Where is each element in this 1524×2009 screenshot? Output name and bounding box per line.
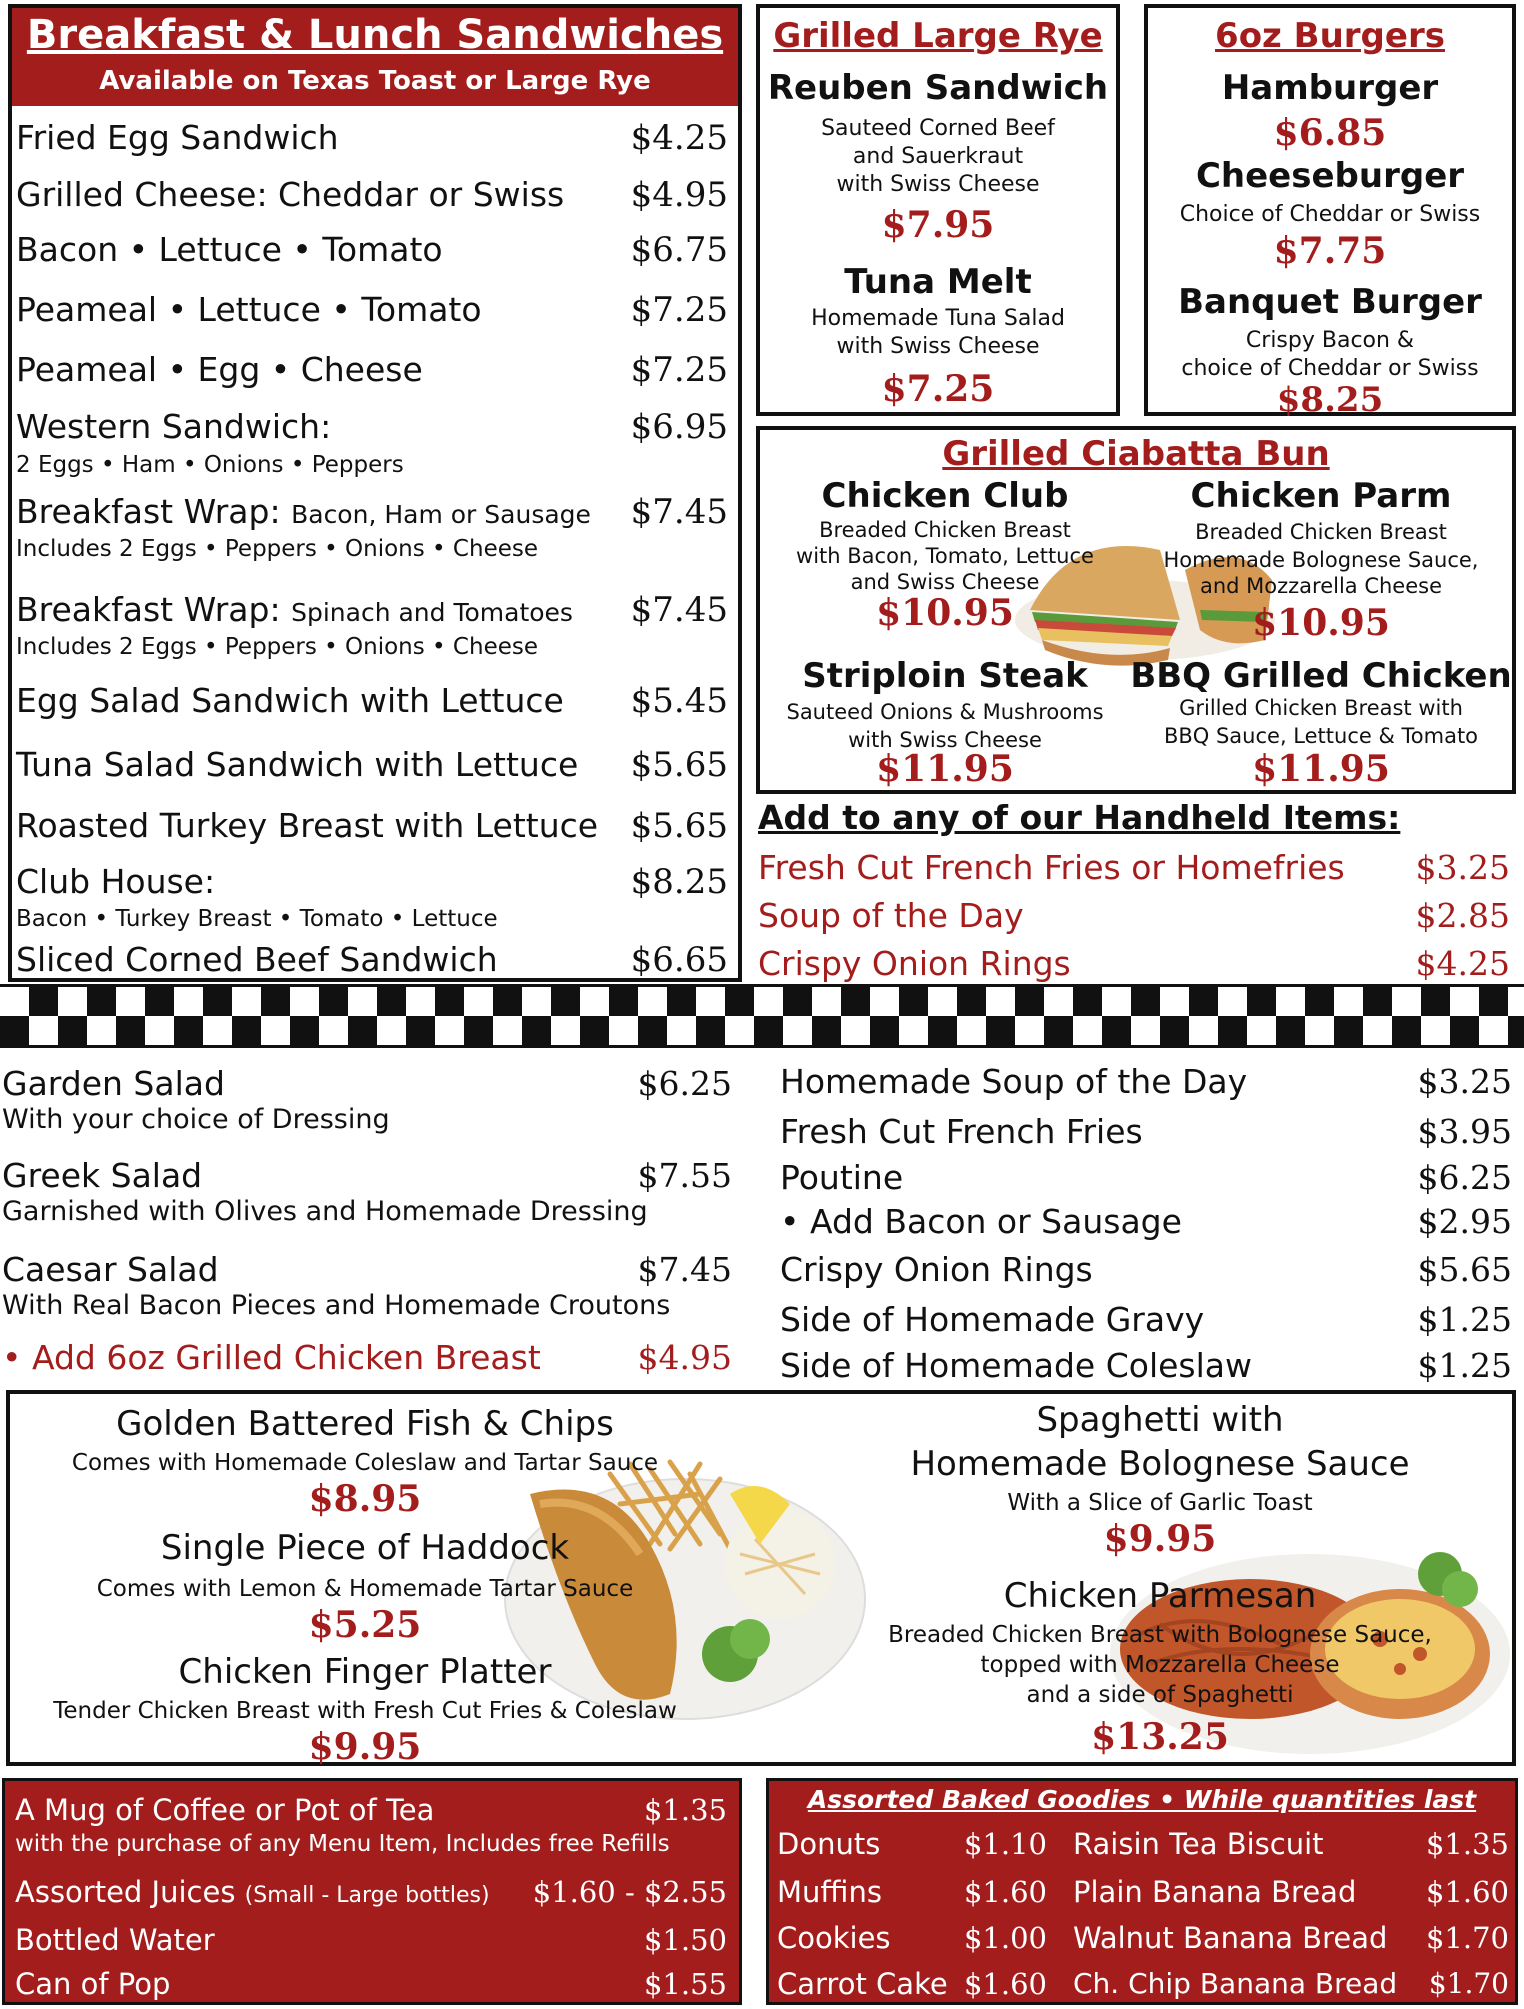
- addon-name: Crispy Onion Rings: [758, 944, 1071, 983]
- item-price: $7.45: [630, 492, 728, 532]
- salad-price: $7.45: [637, 1250, 732, 1289]
- platter-price: $13.25: [1091, 1716, 1229, 1758]
- side-name: Fresh Cut French Fries: [780, 1112, 1143, 1151]
- burger-price: $7.75: [1273, 230, 1387, 272]
- baked-price: $1.70: [1425, 1921, 1509, 1955]
- side-item: [780, 1062, 1512, 1101]
- platter-name: Spaghetti with: [1036, 1400, 1284, 1440]
- ciabatta-item-desc: with Bacon, Tomato, Lettuce: [796, 544, 1094, 568]
- ciabatta-item-name: Chicken Club: [821, 476, 1069, 516]
- salad-desc: With Real Bacon Pieces and Homemade Croutons: [2, 1290, 671, 1321]
- item-name: Breakfast Wrap:: [16, 492, 281, 531]
- rye-item-desc: with Swiss Cheese: [836, 172, 1040, 197]
- item-desc: Includes 2 Eggs • Peppers • Onions • Cheese: [16, 536, 539, 562]
- item-price: $5.65: [630, 806, 728, 846]
- salad-addon-price: $4.95: [637, 1338, 732, 1377]
- side-name: Crispy Onion Rings: [780, 1250, 1093, 1289]
- drink-item: [15, 1793, 727, 1827]
- ciabatta-item-desc: BBQ Sauce, Lettuce & Tomato: [1163, 724, 1479, 748]
- ciabatta-item-desc: and Swiss Cheese: [850, 570, 1040, 594]
- menu-item: [16, 290, 728, 329]
- rye-item-price: $7.25: [881, 368, 995, 410]
- side-price: $5.65: [1417, 1250, 1512, 1289]
- menu-item: [16, 407, 728, 446]
- burger-desc: Choice of Cheddar or Swiss: [1179, 202, 1481, 227]
- side-price: $6.25: [1417, 1158, 1512, 1197]
- baked-item: [1073, 1921, 1509, 1955]
- addon-name: Fresh Cut French Fries or Homefries: [758, 848, 1345, 887]
- platters-panel: [6, 1390, 1516, 1766]
- platter-name: Golden Battered Fish & Chips: [116, 1404, 614, 1444]
- platter-price: $9.95: [308, 1726, 422, 1768]
- item-name: Western Sandwich:: [16, 407, 332, 446]
- menu-item: [16, 118, 728, 157]
- ciabatta-item-desc: and Mozzarella Cheese: [1199, 574, 1443, 598]
- item-price: $5.45: [630, 681, 728, 721]
- side-name: Homemade Soup of the Day: [780, 1062, 1248, 1101]
- side-name: Poutine: [780, 1158, 904, 1197]
- baked-item: [1073, 1827, 1509, 1861]
- rye-item-price: $7.95: [881, 204, 995, 246]
- baked-item: [1073, 1967, 1509, 2000]
- baked-price: $1.70: [1428, 1967, 1509, 2000]
- drinks-panel: [2, 1778, 742, 2005]
- burger-price: $8.25: [1276, 380, 1384, 420]
- item-detail: Spinach and Tomatoes: [291, 598, 573, 627]
- item-name: Grilled Cheese: Cheddar or Swiss: [16, 175, 565, 214]
- platter-desc: Comes with Lemon & Homemade Tartar Sauce: [96, 1576, 634, 1602]
- side-item: [780, 1250, 1512, 1289]
- item-name: Peameal • Lettuce • Tomato: [16, 290, 482, 329]
- platter-name: Homemade Bolognese Sauce: [910, 1444, 1410, 1484]
- platter-price: $5.25: [308, 1604, 422, 1646]
- side-price: $1.25: [1417, 1300, 1512, 1339]
- platter-name: Single Piece of Haddock: [160, 1528, 570, 1568]
- item-name: Roasted Turkey Breast with Lettuce: [16, 806, 599, 845]
- ciabatta-item-desc: Homemade Bolognese Sauce,: [1163, 548, 1479, 572]
- baked-item: [777, 1827, 1047, 1861]
- item-price: $6.65: [630, 940, 728, 980]
- addon-price: $2.85: [1415, 896, 1510, 935]
- salad-desc: With your choice of Dressing: [2, 1104, 390, 1135]
- salad-price: $7.55: [637, 1156, 732, 1195]
- salad-name: Garden Salad: [2, 1064, 225, 1103]
- platter-desc: Breaded Chicken Breast with Bolognese Sauce,: [888, 1622, 1432, 1648]
- menu-item: [16, 175, 728, 214]
- ciabatta-item-price: $10.95: [1252, 602, 1390, 644]
- item-price: $8.25: [630, 862, 728, 902]
- item-price: $7.25: [630, 290, 728, 330]
- ciabatta-item-desc: with Swiss Cheese: [848, 728, 1042, 752]
- platter-price: $9.95: [1103, 1518, 1217, 1560]
- item-desc: Includes 2 Eggs • Peppers • Onions • Cheese: [16, 634, 539, 660]
- platter-desc: Comes with Homemade Coleslaw and Tartar Sauce: [71, 1450, 659, 1476]
- addon-price: $3.25: [1415, 848, 1510, 887]
- rye-item-desc: with Swiss Cheese: [836, 334, 1040, 359]
- salad-item: [2, 1250, 732, 1289]
- menu-item: [16, 940, 728, 979]
- burger-price: $6.85: [1273, 112, 1387, 154]
- salad-item: [2, 1156, 732, 1195]
- ciabatta-item-desc: Breaded Chicken Breast: [1195, 520, 1447, 544]
- ciabatta-item-name: BBQ Grilled Chicken: [1130, 656, 1512, 696]
- ciabatta-item-desc: Sauteed Onions & Mushrooms: [786, 700, 1104, 724]
- rye-item-desc: Homemade Tuna Salad: [811, 306, 1065, 331]
- rye-item-desc: Sauteed Corned Beef: [821, 116, 1055, 141]
- side-item: [780, 1112, 1512, 1151]
- side-price: $3.25: [1417, 1062, 1512, 1101]
- addon-name: Soup of the Day: [758, 896, 1024, 935]
- drink-price: $1.55: [643, 1967, 727, 2001]
- baked-name: Walnut Banana Bread: [1073, 1921, 1388, 1955]
- menu-item: [16, 681, 728, 720]
- item-name: Breakfast Wrap:: [16, 590, 281, 629]
- baked-name: Muffins: [777, 1875, 882, 1909]
- burger-name: Cheeseburger: [1195, 156, 1465, 196]
- drink-note: (Small - Large bottles): [244, 1883, 490, 1908]
- item-price: $4.95: [630, 175, 728, 215]
- addon-item: [758, 896, 1510, 935]
- item-name: Club House:: [16, 862, 216, 901]
- menu-item: [16, 806, 728, 845]
- baked-price: $1.10: [963, 1827, 1047, 1861]
- drink-price: $1.50: [643, 1923, 727, 1957]
- salad-addon: [2, 1338, 732, 1377]
- rye-title: Grilled Large Rye: [773, 16, 1103, 56]
- item-detail: Bacon, Ham or Sausage: [291, 500, 591, 529]
- ciabatta-item-price: $11.95: [1252, 748, 1390, 790]
- baked-title: Assorted Baked Goodies • While quantities last: [807, 1785, 1477, 1814]
- baked-price: $1.00: [963, 1921, 1047, 1955]
- ciabatta-title: Grilled Ciabatta Bun: [942, 434, 1330, 474]
- item-price: $7.45: [630, 590, 728, 630]
- burger-name: Banquet Burger: [1178, 282, 1482, 322]
- drink-name: A Mug of Coffee or Pot of Tea: [15, 1793, 435, 1827]
- salad-name: Greek Salad: [2, 1156, 203, 1195]
- drink-item: [15, 1967, 727, 2001]
- drink-item: [15, 1923, 727, 1957]
- drink-price: $1.60 - $2.55: [532, 1875, 727, 1909]
- item-name: Bacon • Lettuce • Tomato: [16, 230, 443, 269]
- salad-name: Caesar Salad: [2, 1250, 219, 1289]
- item-price: $4.25: [630, 118, 728, 158]
- drink-desc: with the purchase of any Menu Item, Includes free Refills: [15, 1831, 670, 1857]
- baked-price: $1.35: [1425, 1827, 1509, 1861]
- baked-price: $1.60: [963, 1967, 1047, 2001]
- side-price: $1.25: [1417, 1346, 1512, 1385]
- drink-price: $1.35: [643, 1793, 727, 1827]
- salad-price: $6.25: [637, 1064, 732, 1103]
- baked-price: $1.60: [1425, 1875, 1509, 1909]
- burger-desc: choice of Cheddar or Swiss: [1181, 356, 1479, 381]
- salad-addon-name: • Add 6oz Grilled Chicken Breast: [2, 1338, 541, 1377]
- platter-desc: With a Slice of Garlic Toast: [1007, 1490, 1313, 1516]
- side-item: [780, 1346, 1512, 1385]
- platter-name: Chicken Parmesan: [1003, 1576, 1317, 1616]
- sandwiches-title: Breakfast & Lunch Sandwiches: [26, 12, 724, 58]
- menu-item: [16, 350, 728, 389]
- baked-item: [777, 1967, 1047, 2001]
- side-item: [780, 1300, 1512, 1339]
- item-desc: 2 Eggs • Ham • Onions • Peppers: [16, 452, 404, 478]
- drink-name: Assorted Juices: [15, 1875, 236, 1909]
- addons-title: Add to any of our Handheld Items:: [758, 798, 1401, 837]
- drink-name: Bottled Water: [15, 1923, 215, 1957]
- ciabatta-item-desc: Grilled Chicken Breast with: [1179, 696, 1463, 720]
- side-price: $2.95: [1417, 1202, 1512, 1241]
- salad-item: [2, 1064, 732, 1103]
- item-price: $6.95: [630, 407, 728, 447]
- addon-price: $4.25: [1415, 944, 1510, 983]
- platter-price: $8.95: [308, 1478, 422, 1520]
- item-name: Egg Salad Sandwich with Lettuce: [16, 681, 564, 720]
- item-price: $5.65: [630, 745, 728, 785]
- baked-name: Plain Banana Bread: [1073, 1875, 1357, 1909]
- rye-item-desc: and Sauerkraut: [852, 144, 1024, 169]
- baked-name: Cookies: [777, 1921, 891, 1955]
- baked-name: Raisin Tea Biscuit: [1073, 1827, 1324, 1861]
- sandwiches-header: [12, 8, 738, 106]
- item-name: Fried Egg Sandwich: [16, 118, 339, 157]
- rye-item-name: Reuben Sandwich: [767, 68, 1109, 108]
- item-name: Peameal • Egg • Cheese: [16, 350, 423, 389]
- baked-name: Ch. Chip Banana Bread: [1073, 1967, 1398, 2000]
- baked-name: Donuts: [777, 1827, 881, 1861]
- menu-item: [16, 745, 728, 784]
- drink-item: [15, 1875, 727, 1909]
- side-item: [780, 1158, 1512, 1197]
- side-name: Side of Homemade Coleslaw: [780, 1346, 1252, 1385]
- platter-desc: and a side of Spaghetti: [1026, 1682, 1294, 1708]
- menu-item: [16, 862, 728, 901]
- baked-item: [777, 1875, 1047, 1909]
- checker-divider: [0, 984, 1524, 1048]
- baked-price: $1.60: [963, 1875, 1047, 1909]
- item-name: Sliced Corned Beef Sandwich: [16, 940, 498, 979]
- addon-item: [758, 944, 1510, 983]
- platter-name: Chicken Finger Platter: [178, 1652, 552, 1692]
- ciabatta-item-name: Chicken Parm: [1190, 476, 1452, 516]
- burgers-panel: [1144, 4, 1516, 420]
- side-item: [780, 1202, 1512, 1241]
- platter-desc: Tender Chicken Breast with Fresh Cut Fries & Coleslaw: [53, 1698, 677, 1724]
- ciabatta-item-desc: Breaded Chicken Breast: [819, 518, 1071, 542]
- baked-item: [777, 1921, 1047, 1955]
- ciabatta-panel: [756, 426, 1516, 794]
- burger-name: Hamburger: [1221, 68, 1439, 108]
- item-price: $6.75: [630, 230, 728, 270]
- menu-item: [16, 230, 728, 269]
- burger-desc: Crispy Bacon &: [1245, 328, 1415, 353]
- menu-item: [16, 492, 728, 531]
- menu-item: [16, 590, 728, 629]
- platter-desc: topped with Mozzarella Cheese: [980, 1652, 1340, 1678]
- ciabatta-item-price: $11.95: [876, 748, 1014, 790]
- side-name: • Add Bacon or Sausage: [780, 1202, 1182, 1241]
- burgers-title: 6oz Burgers: [1215, 16, 1445, 56]
- item-desc: Bacon • Turkey Breast • Tomato • Lettuce: [16, 906, 498, 932]
- sandwiches-subtitle: Available on Texas Toast or Large Rye: [99, 66, 651, 96]
- addon-item: [758, 848, 1510, 887]
- salad-desc: Garnished with Olives and Homemade Dressing: [2, 1196, 648, 1227]
- baked-panel: [766, 1778, 1518, 2005]
- baked-item: [1073, 1875, 1509, 1909]
- drink-name: Can of Pop: [15, 1967, 171, 2001]
- item-price: $7.25: [630, 350, 728, 390]
- side-name: Side of Homemade Gravy: [780, 1300, 1205, 1339]
- ciabatta-item-name: Striploin Steak: [802, 656, 1088, 696]
- rye-panel: [756, 4, 1120, 416]
- ciabatta-item-price: $10.95: [876, 592, 1014, 634]
- item-name: Tuna Salad Sandwich with Lettuce: [16, 745, 579, 784]
- rye-item-name: Tuna Melt: [844, 262, 1032, 302]
- side-price: $3.95: [1417, 1112, 1512, 1151]
- baked-name: Carrot Cake: [777, 1967, 948, 2001]
